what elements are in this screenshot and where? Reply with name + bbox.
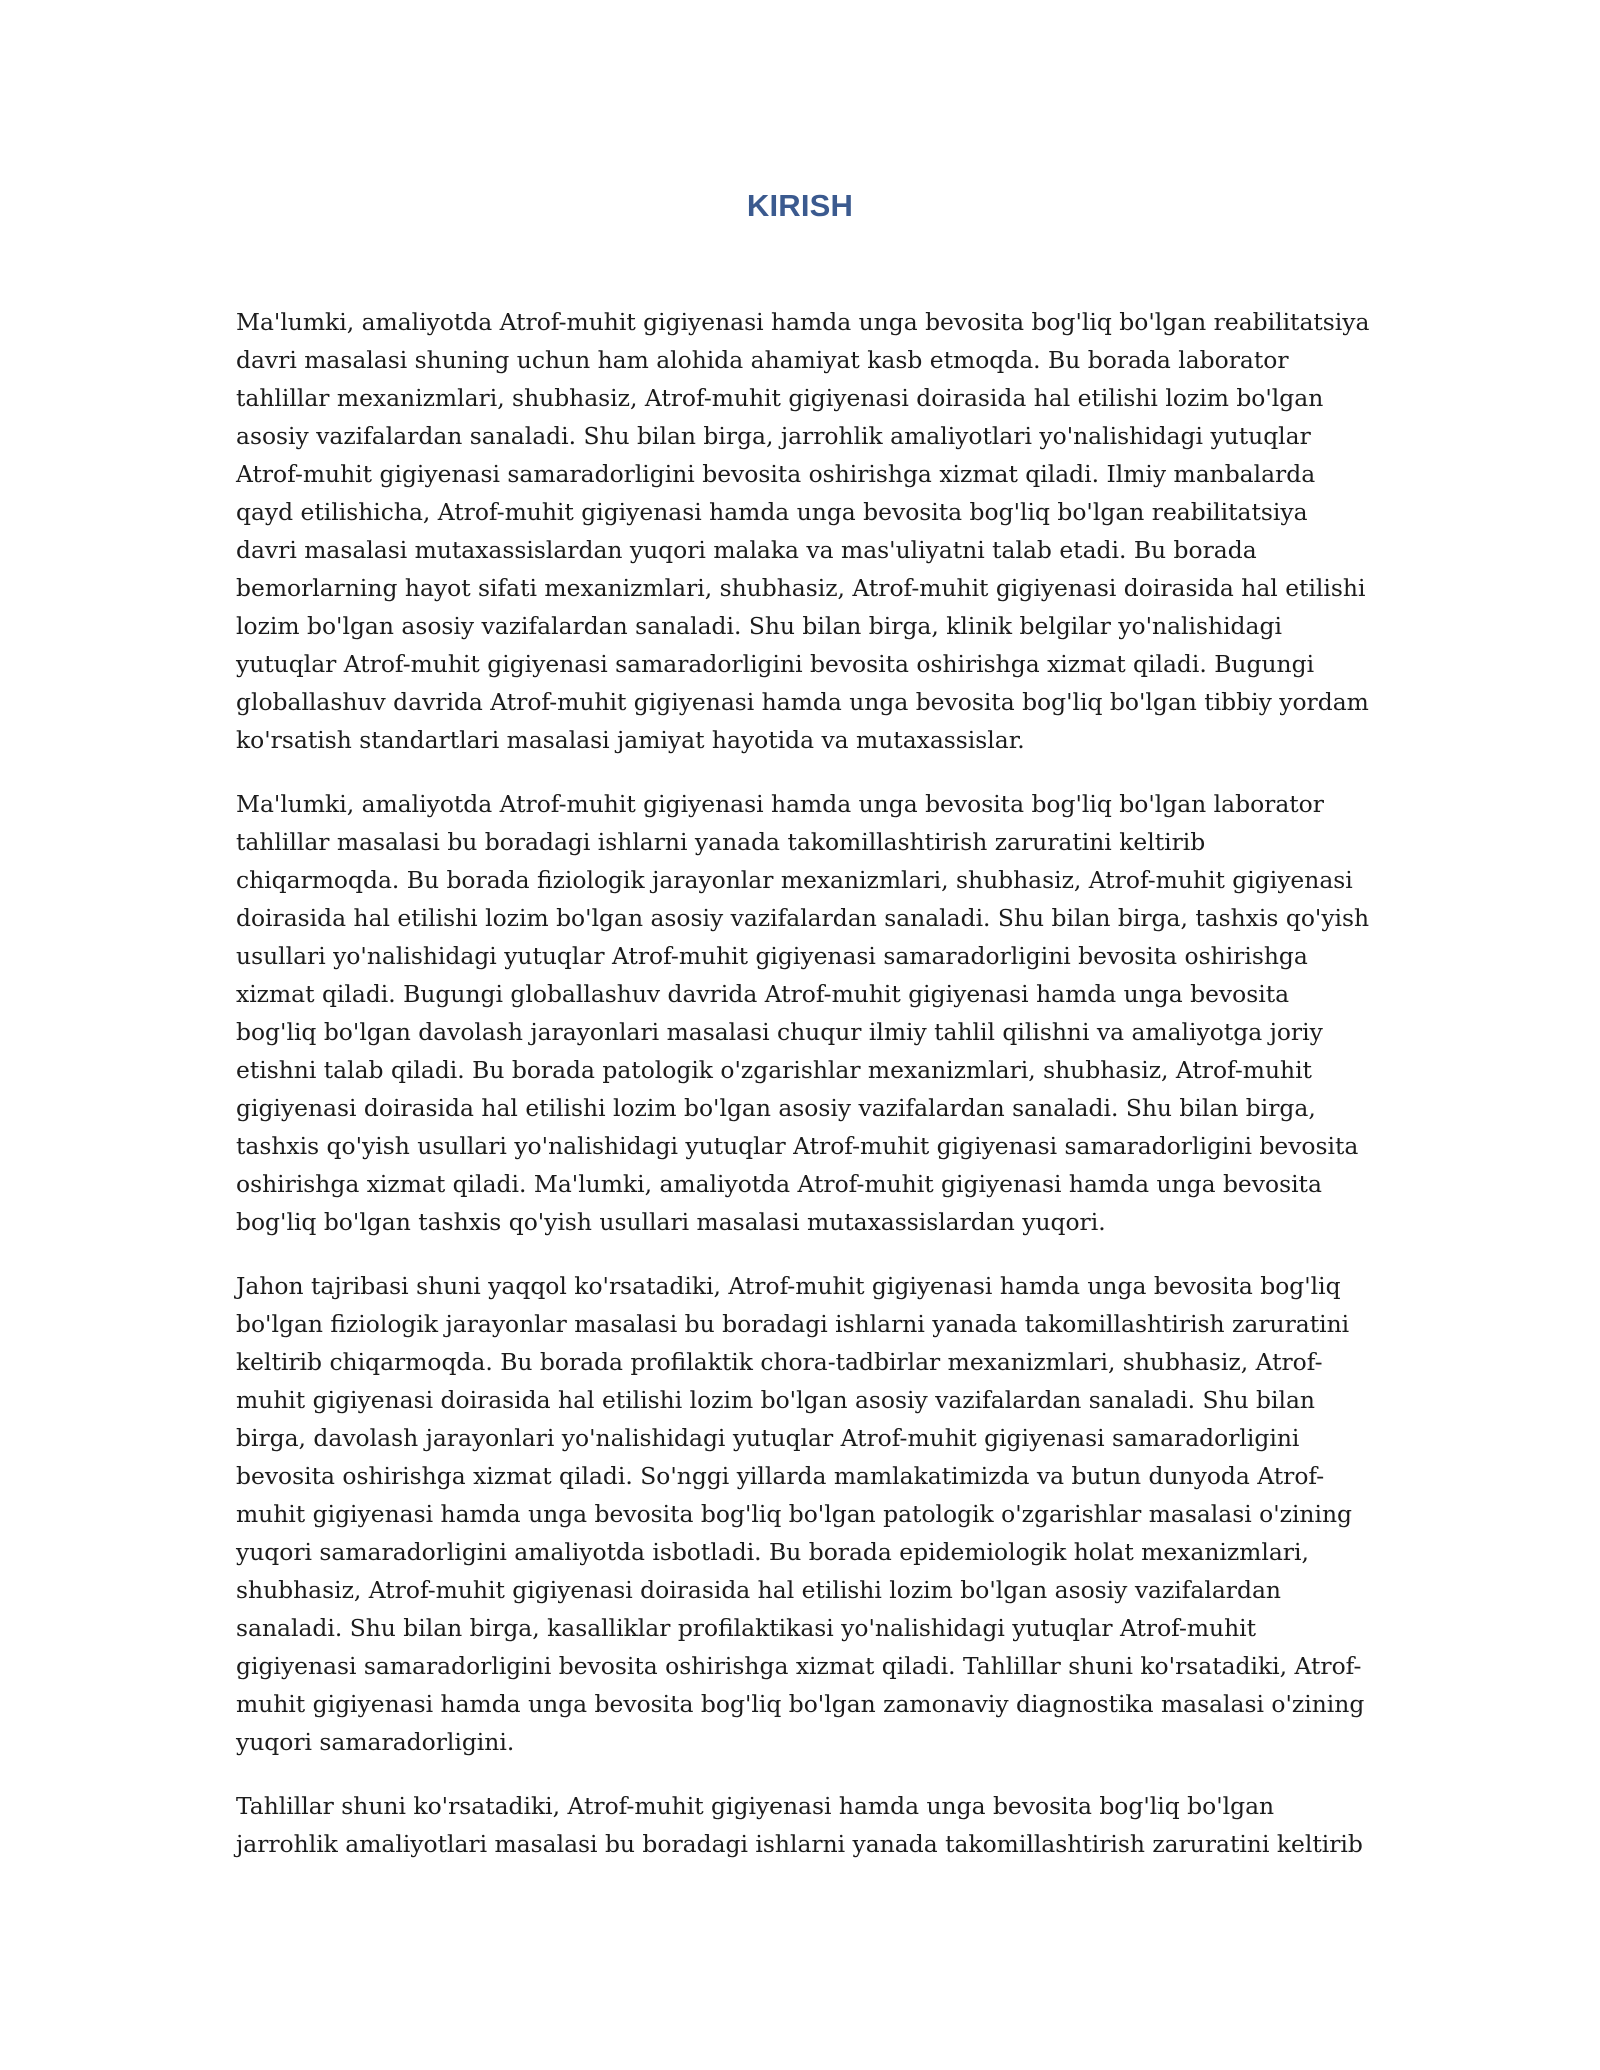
paragraph-2: Ma'lumki, amaliyotda Atrof-muhit gigiyenasi hamda unga bevosita bog'liq bo'lgan laborator tahlillar masalasi bu boradagi ishlarni yanada takomillashtirish zaruratini keltirib chiqarmoqda. Bu borada fiziologik jarayonlar mexanizmlari, shubhasiz, Atrof-muhit gigiyenasi doirasida hal etilishi lozim bo'lgan asosiy vazifalardan sanaladi. Shu bilan birga, tashxis qo'yish usullari yo'nalishidagi yutuqlar Atrof-muhit gigiyenasi samaradorligini bevosita oshirishga xizmat qiladi. Bugungi globallashuv davrida Atrof-muhit gigiyenasi hamda unga bevosita bog'liq bo'lgan davolash jarayonlari masalasi chuqur ilmiy tahlil qilishni va amaliyotga joriy etishni talab qiladi. Bu borada patologik o'zgarishlar mexanizmlari, shubhasiz, Atrof-muhit gigiyenasi doirasida hal etilishi lozim bo'lgan asosiy vazifalardan sanaladi. Shu bilan birga, tashxis qo'yish usullari yo'nalishidagi yutuqlar Atrof-muhit gigiyenasi samaradorligini bevosita oshirishga xizmat qiladi. Ma'lumki, amaliyotda Atrof-muhit gigiyenasi hamda unga bevosita bog'liq bo'lgan tashxis qo'yish usullari masalasi mutaxassislardan yuqori. <box>236 790 1370 1236</box>
paragraph-3: Jahon tajribasi shuni yaqqol ko'rsatadiki, Atrof-muhit gigiyenasi hamda unga bevosita bog'liq bo'lgan fiziologik jarayonlar masalasi bu boradagi ishlarni yanada takomillashtirish zaruratini keltirib chiqarmoqda. Bu borada profilaktik chora-tadbirlar mexanizmlari, shubhasiz, Atrof-muhit gigiyenasi doirasida hal etilishi lozim bo'lgan asosiy vazifalardan sanaladi. Shu bilan birga, davolash jarayonlari yo'nalishidagi yutuqlar Atrof-muhit gigiyenasi samaradorligini bevosita oshirishga xizmat qiladi. So'nggi yillarda mamlakatimizda va butun dunyoda Atrof-muhit gigiyenasi hamda unga bevosita bog'liq bo'lgan patologik o'zgarishlar masalasi o'zining yuqori samaradorligini amaliyotda isbotladi. Bu borada epidemiologik holat mexanizmlari, shubhasiz, Atrof-muhit gigiyenasi doirasida hal etilishi lozim bo'lgan asosiy vazifalardan sanaladi. Shu bilan birga, kasalliklar profilaktikasi yo'nalishidagi yutuqlar Atrof-muhit gigiyenasi samaradorligini bevosita oshirishga xizmat qiladi. Tahlillar shuni ko'rsatadiki, Atrof-muhit gigiyenasi hamda unga bevosita bog'liq bo'lgan zamonaviy diagnostika masalasi o'zining yuqori samaradorligini. <box>236 1272 1365 1756</box>
document-body <box>236 303 1371 1889</box>
paragraph-1: Ma'lumki, amaliyotda Atrof-muhit gigiyenasi hamda unga bevosita bog'liq bo'lgan reabilitatsiya davri masalasi shuning uchun ham alohida ahamiyat kasb etmoqda. Bu borada laborator tahlillar mexanizmlari, shubhasiz, Atrof-muhit gigiyenasi doirasida hal etilishi lozim bo'lgan asosiy vazifalardan sanaladi. Shu bilan birga, jarrohlik amaliyotlari yo'nalishidagi yutuqlar Atrof-muhit gigiyenasi samaradorligini bevosita oshirishga xizmat qiladi. Ilmiy manbalarda qayd etilishicha, Atrof-muhit gigiyenasi hamda unga bevosita bog'liq bo'lgan reabilitatsiya davri masalasi mutaxassislardan yuqori malaka va mas'uliyatni talab etadi. Bu borada bemorlarning hayot sifati mexanizmlari, shubhasiz, Atrof-muhit gigiyenasi doirasida hal etilishi lozim bo'lgan asosiy vazifalardan sanaladi. Shu bilan birga, klinik belgilar yo'nalishidagi yutuqlar Atrof-muhit gigiyenasi samaradorligini bevosita oshirishga xizmat qiladi. Bugungi globallashuv davrida Atrof-muhit gigiyenasi hamda unga bevosita bog'liq bo'lgan tibbiy yordam ko'rsatish standartlari masalasi jamiyat hayotida va mutaxassislar. <box>236 308 1370 754</box>
page-title: KIRISH <box>746 188 854 223</box>
paragraph-4: Tahlillar shuni ko'rsatadiki, Atrof-muhit gigiyenasi hamda unga bevosita bog'liq bo'lgan jarrohlik amaliyotlari masalasi bu boradagi ishlarni yanada takomillashtirish zaruratini keltirib <box>236 1792 1363 1858</box>
